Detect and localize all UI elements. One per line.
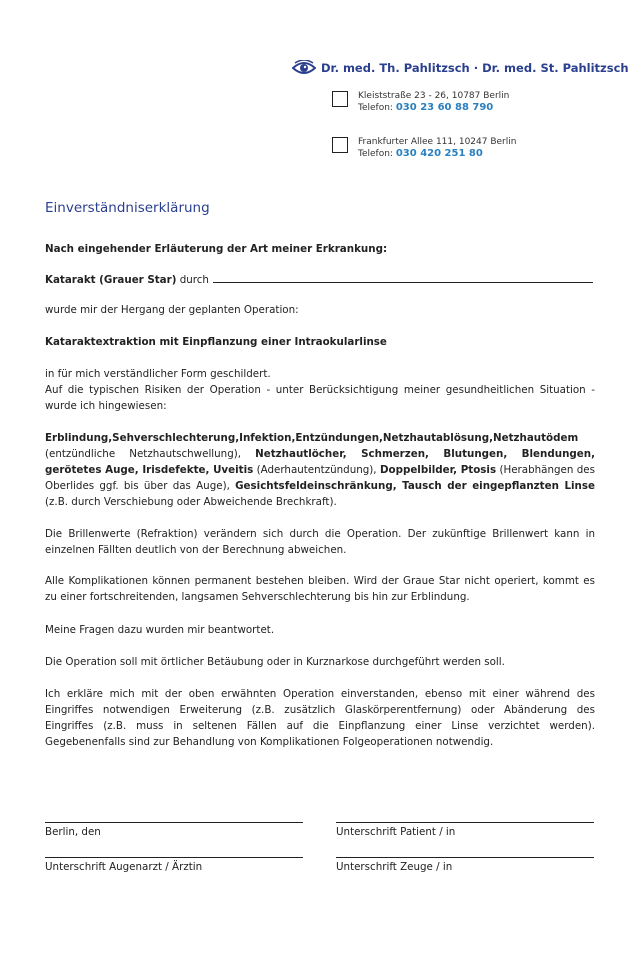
anesthesia-paragraph: Die Operation soll mit örtlicher Betäubung oder in Kurznarkose durchgeführt werden soll. bbox=[45, 656, 505, 668]
refraction-paragraph: Die Brillenwerte (Refraktion) verändern sich durch die Operation. Der zukünftige Brillenwert kann in einzelnen Fällten deutlich von der Berechnung abweichen. bbox=[45, 528, 595, 556]
risks-intro: Auf die typischen Risiken der Operation - unter Berücksichtigung meiner gesundheitlichen Situation - wurde ich hingewiesen: bbox=[45, 384, 595, 412]
location-1-address: Kleiststraße 23 - 26, 10787 Berlin bbox=[358, 91, 510, 101]
witness-signature-field[interactable]: Unterschrift Zeuge / in bbox=[336, 857, 594, 873]
doctor-signature-field[interactable]: Unterschrift Augenarzt / Ärztin bbox=[45, 857, 303, 873]
eye-icon bbox=[292, 60, 316, 76]
location-2-phone-label: Telefon: bbox=[358, 149, 393, 159]
location-1-phone-label: Telefon: bbox=[358, 103, 393, 113]
diagnosis-by: durch bbox=[179, 274, 209, 286]
procedure-intro: wurde mir der Hergang der geplanten Operation: bbox=[45, 304, 299, 316]
practice-header bbox=[292, 60, 629, 76]
diagnosis-label: Katarakt (Grauer Star) bbox=[45, 274, 177, 286]
patient-signature-field[interactable]: Unterschrift Patient / in bbox=[336, 822, 594, 838]
location-1 bbox=[332, 90, 509, 114]
location-2-phone: 030 420 251 80 bbox=[395, 148, 483, 159]
doctor-name-field[interactable] bbox=[213, 271, 593, 283]
complications-paragraph: Alle Komplikationen können permanent bestehen bleiben. Wird der Graue Star nicht operiert, kommt es zu einer fortschreitenden, langsamen Sehverschlechterung bis hin zur Erblindung. bbox=[45, 575, 595, 603]
explained-text: in für mich verständlicher Form geschildert. bbox=[45, 368, 271, 380]
location-2-address: Frankfurter Allee 111, 10247 Berlin bbox=[358, 137, 517, 147]
intro-heading: Nach eingehender Erläuterung der Art meiner Erkrankung: bbox=[45, 243, 388, 255]
risk-note-3: (Herabhängen des Oberlides ggf. bis über das Auge), bbox=[45, 464, 595, 492]
location-2-checkbox[interactable] bbox=[332, 137, 348, 153]
location-2 bbox=[332, 136, 516, 160]
questions-paragraph: Meine Fragen dazu wurden mir beantwortet. bbox=[45, 624, 275, 636]
risk-group-4: Gesichtsfeldeinschränkung, Tausch der eingepflanzten Linse bbox=[235, 480, 595, 492]
procedure-name: Kataraktextraktion mit Einpflanzung einer Intraokularlinse bbox=[45, 336, 387, 348]
risk-note-4: (z.B. durch Verschiebung oder Abweichende Brechkraft). bbox=[45, 496, 337, 508]
consent-paragraph: Ich erkläre mich mit der oben erwähnten Operation einverstanden, ebenso mit einer während des Eingriffes notwendigen Erweiterung (z.B. zusätzlich Glaskörperentfernung) oder Abänderung des Eingriffes (z.B. muss in seltenen Fällen auf die Einpflanzung einer Linse verzichtet werden). Gegebenenfalls sind zur Behandlung von Komplikationen Folgeoperationen notwendig. bbox=[45, 688, 595, 748]
risk-note-1: (entzündliche Netzhautschwellung), bbox=[45, 448, 242, 460]
risk-group-3: Doppelbilder, Ptosis bbox=[379, 464, 497, 476]
risk-group-1: Erblindung,Sehverschlechterung,Infektion,Entzündungen,Netzhautablösung,Netzhautödem bbox=[45, 432, 579, 444]
risk-group-2: Netzhautlöcher, Schmerzen, Blutungen, Blendungen, gerötetes Auge, Irisdefekte, Uveitis bbox=[45, 448, 595, 476]
diagnosis-line bbox=[45, 271, 595, 288]
risk-note-2: (Aderhautentzündung), bbox=[256, 464, 377, 476]
page-title: Einverständniserklärung bbox=[45, 200, 210, 216]
risks-list bbox=[45, 430, 595, 510]
location-1-checkbox[interactable] bbox=[332, 91, 348, 107]
place-date-field[interactable]: Berlin, den bbox=[45, 822, 303, 838]
location-1-phone: 030 23 60 88 790 bbox=[395, 102, 494, 113]
doctors-name: Dr. med. Th. Pahlitzsch · Dr. med. St. Pahlitzsch bbox=[321, 61, 629, 75]
